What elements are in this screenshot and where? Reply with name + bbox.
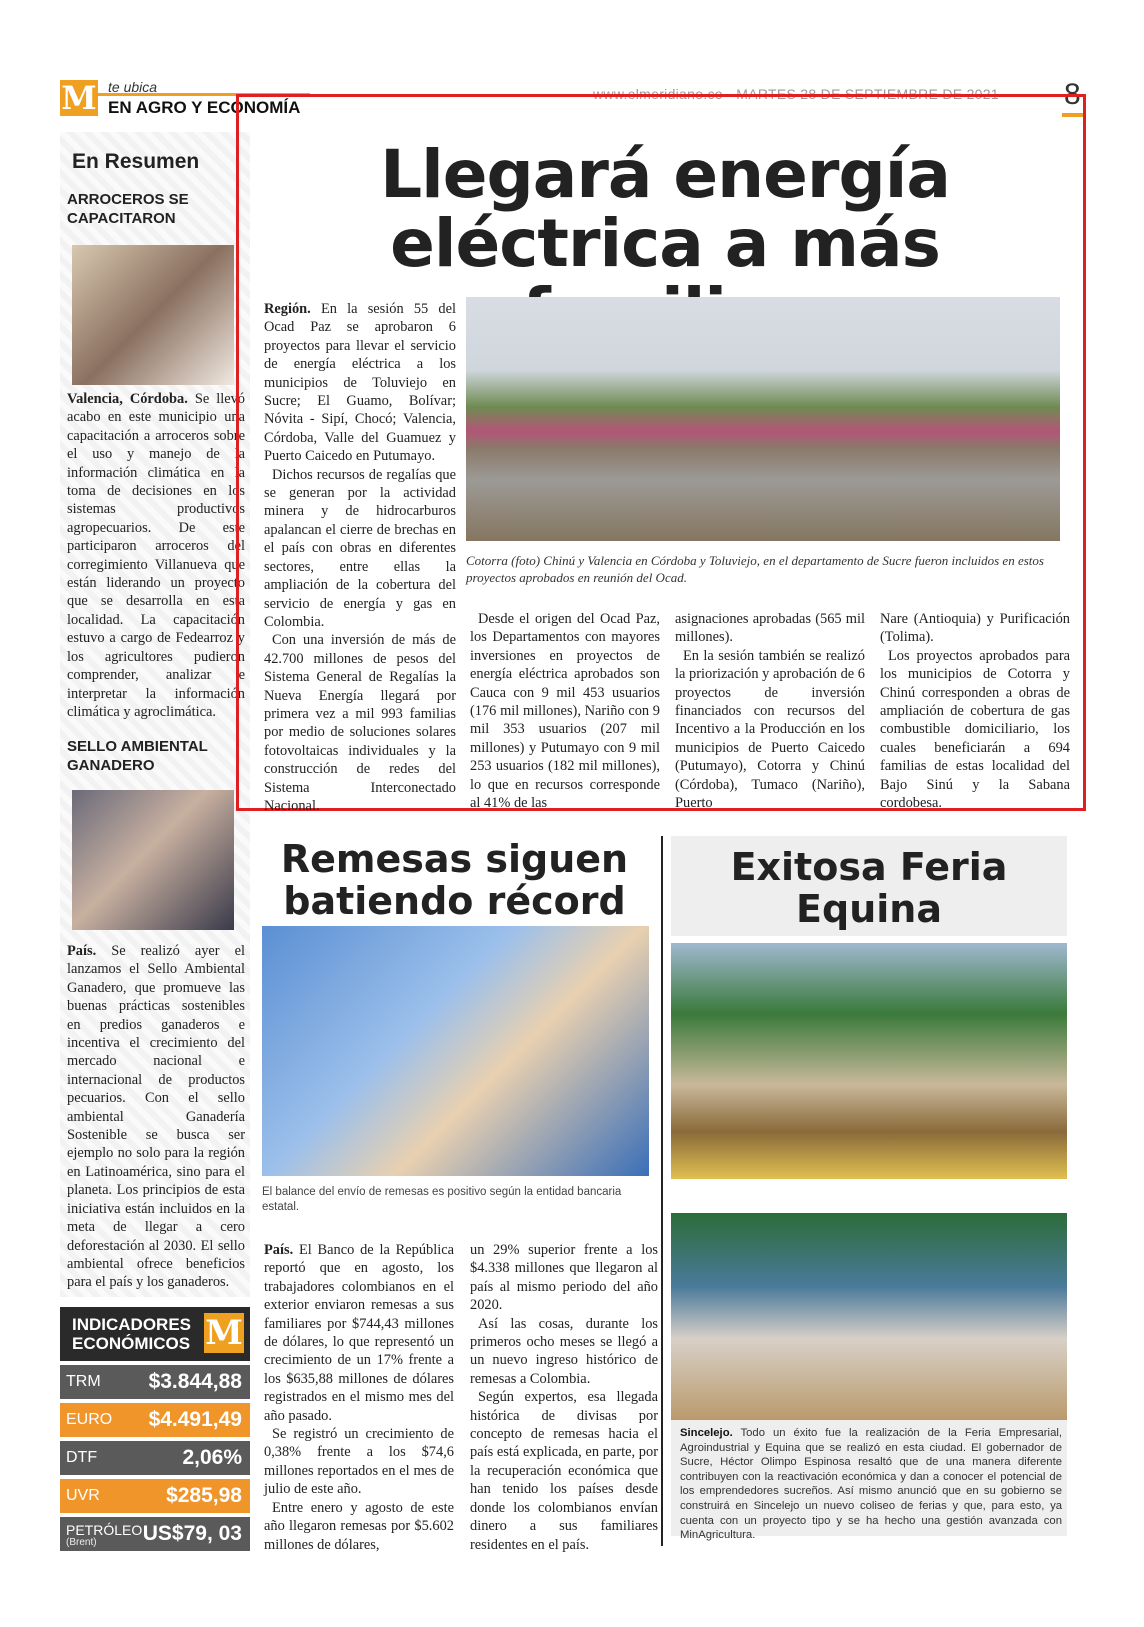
indicator-value: 2,06%	[182, 1446, 242, 1469]
indicator-row	[60, 1403, 250, 1437]
paragraph: Así las cosas, durante los primeros ocho meses se llegó a un nuevo ingreso histórico de remesas a Colombia.	[470, 1315, 658, 1387]
feria-photo-group	[671, 1213, 1067, 1423]
feria-headline: Exitosa Feria Equina	[730, 845, 1008, 931]
section-name: EN AGRO Y ECONOMÍA	[108, 98, 301, 117]
paragraph: Los proyectos aprobados para los municipios de Cotorra y Chinú corresponden a obras de ampliación de cobertura de gas combustible domiciliario, los cuales beneficiarán a 694 familias de estas localidad del Bajo Sinú y la Sabana cordobesa.	[880, 647, 1070, 812]
paragraph: asignaciones aprobadas (565 mil millones).	[675, 611, 865, 646]
lead-dateline: País.	[264, 1242, 294, 1258]
page-number: 8	[1064, 78, 1081, 111]
lead-dateline: Región.	[264, 301, 311, 317]
indicator-row	[60, 1517, 250, 1551]
brief-photo-sello	[72, 790, 234, 930]
indicator-label: TRM	[66, 1373, 101, 1390]
sidebar-title: En Resumen	[72, 150, 200, 173]
paragraph: El Banco de la República reportó que en agosto, los trabajadores colombianos en el exterior enviaron remesas a sus familiares por $744,43 millones de dólares, lo que representó un crecimiento de un 17% frente a los $635,88 millones de dólares registrados en el mismo mes del año pasado.	[264, 1242, 454, 1424]
indicator-sublabel: (Brent)	[66, 1537, 97, 1548]
paragraph: Nare (Antioquia) y Purificación (Tolima).	[880, 611, 1070, 646]
remesas-photo	[262, 926, 649, 1176]
main-headline: Llegará energía eléctrica a más	[380, 136, 950, 282]
indicators-logo: M	[205, 1313, 243, 1353]
dateline: www.elmeridiano.co · MARTES 28 DE SEPTIEMBRE DE 2021	[593, 86, 999, 102]
indicators-header	[60, 1307, 250, 1361]
column-divider	[661, 836, 663, 1546]
paragraph: Dichos recursos de regalías que se generan por la actividad minera y de hidrocarburos apalancan el cierre de brechas en el país con obras en diferentes sectores, entre ellas la ampliación de la cobertura del servicio de energía y gas en Colombia.	[264, 466, 456, 630]
brief-heading: SELLO AMBIENTAL GANADERO	[67, 738, 208, 774]
brand-logo: M	[61, 79, 97, 117]
brief-body: Valencia, Córdoba. Se llevó acabo en este municipio una capacitación a arroceros sobre el uso y manejo de la información climática en la toma de decisiones en los sistemas productivos agropecuarios. De este participaron arroceros del corregimiento Villanueva que están liderando un proyecto que se desarrolla en esta localidad. La capacitación estuvo a cargo de Fedearroz y los agricultores pudieron comprender, analizar e interpretar la información climática y agroclimática.	[67, 391, 245, 720]
remesas-photo-caption: El balance del envío de remesas es positivo según la entidad bancaria estatal.	[262, 1186, 622, 1213]
remesas-col-2	[470, 1241, 658, 1554]
indicator-value: US$79, 03	[142, 1522, 242, 1545]
paragraph: Según expertos, esa llegada histórica de divisas por concepto de remesas hacia el país está explicada, en parte, por la recuperación económica que han tenido los países desde donde los colombianos envían dinero a sus familiares residentes en el país.	[470, 1389, 658, 1553]
paragraph: Con una inversión de más de 42.700 millones de pesos del Sistema General de Regalías la Nueva Energía llegará por primera vez a mil 993 familias por medio de soluciones solares fotovoltaicas individuales y la construcción de redes del Sistema Interconectado Nacional.	[264, 632, 456, 814]
indicator-row	[60, 1365, 250, 1399]
main-article-photo	[466, 297, 1060, 541]
remesas-col-1	[264, 1241, 454, 1554]
indicator-row	[60, 1479, 250, 1513]
indicator-value: $4.491,49	[148, 1408, 242, 1431]
indicator-label: PETRÓLEO	[66, 1522, 143, 1538]
brief-photo-arroceros	[72, 245, 234, 385]
section-kicker: te ubica	[108, 79, 158, 95]
indicator-value: $3.844,88	[148, 1370, 242, 1393]
indicators-title: INDICADORES ECONÓMICOS	[72, 1315, 192, 1353]
paragraph: un 29% superior frente a los $4.338 millones que llegaron al país al mismo periodo del año 2020.	[470, 1242, 658, 1314]
main-article-col-1	[264, 300, 456, 815]
indicator-row	[60, 1441, 250, 1475]
main-article-col-2: Desde el origen del Ocad Paz, los Departamentos con mayores inversiones en proyectos de energía eléctrica aprobados son Cauca con 9 mil 453 usuarios (176 mil millones), Nariño con 9 mil 353 usuarios (207 mil millones) y Putumayo con 9 mil 253 usuarios (182 mil millones), lo que en recursos corresponde al 41% de las	[470, 611, 660, 812]
remesas-headline: Remesas siguen batiendo récord	[280, 837, 629, 923]
brief-heading: ARROCEROS SE CAPACITARON	[67, 191, 189, 227]
main-article-col-3	[675, 610, 865, 812]
paragraph: Entre enero y agosto de este año llegaron remesas por $5.602 millones de dólares,	[264, 1499, 454, 1553]
paragraph: Se registró un crecimiento de 0,38% frente a los $74,6 millones reportados en el mes de julio de este año.	[264, 1426, 454, 1498]
main-photo-caption: Cotorra (foto) Chinú y Valencia en Córdoba y Toluviejo, en el departamento de Sucre fueron incluidos en estos proyectos aprobados en reunión del Ocad.	[466, 553, 1044, 585]
brief-body: País. Se realizó ayer el lanzamos el Sello Ambiental Ganadero, que promueve las buenas prácticas sostenibles en predios ganaderos e incentiva el crecimiento del mercado nacional e internacional de productos pecuarios. Con el sello ambiental Ganadería Sostenible se busca ser ejemplo no solo para la región en Latinoamérica, sino para el planeta. Los principios de esta iniciativa están incluidos en la meta de llegar a cero deforestación al 2030. El sello ambiental ofrece beneficios para el país y los ganaderos.	[67, 943, 245, 1291]
caption-text: Todo un éxito fue la realización de la Feria Empresarial, Agroindustrial y Equina que se realizó en esta ciudad. El gobernador de Sucre, Héctor Olimpo Espinosa resaltó que de una manera diferente contribuyen con la reactivación económica y dan a conocer el potencial de los emprendedores sucreños. Así mismo anunció que en su gobierno se construirá en Sincelejo un nuevo coliseo de ferias y que, para esto, ya cuenta con un proyecto tipo y se ha hecho una gestión avanzada con MinAgricultura.	[680, 1427, 1062, 1542]
indicator-label: UVR	[66, 1487, 100, 1504]
lead-dateline: Sincelejo.	[680, 1427, 733, 1439]
indicator-value: $285,98	[166, 1484, 242, 1507]
paragraph: En la sesión 55 del Ocad Paz se aprobaron 6 proyectos para llevar el servicio de energía eléctrica a los municipios de Toluviejo en Sucre; El Guamo, Bolívar; Nóvita - Sipí, Chocó; Valencia, Córdoba, Valle del Guamuez y Puerto Caicedo en Putumayo.	[264, 301, 456, 465]
indicator-label: EURO	[66, 1411, 113, 1428]
feria-photo-horse	[671, 943, 1067, 1179]
paragraph: En la sesión también se realizó la priorización y aprobación de 6 proyectos de inversión financiados con recursos del Incentivo a la Producción en los municipios de Puerto Caicedo (Putumayo), Cotorra y Chinú (Córdoba), Tumaco (Nariño), Puerto	[675, 647, 865, 812]
main-article-col-4	[880, 610, 1070, 812]
indicator-label: DTF	[66, 1449, 98, 1466]
feria-caption	[680, 1426, 1062, 1543]
